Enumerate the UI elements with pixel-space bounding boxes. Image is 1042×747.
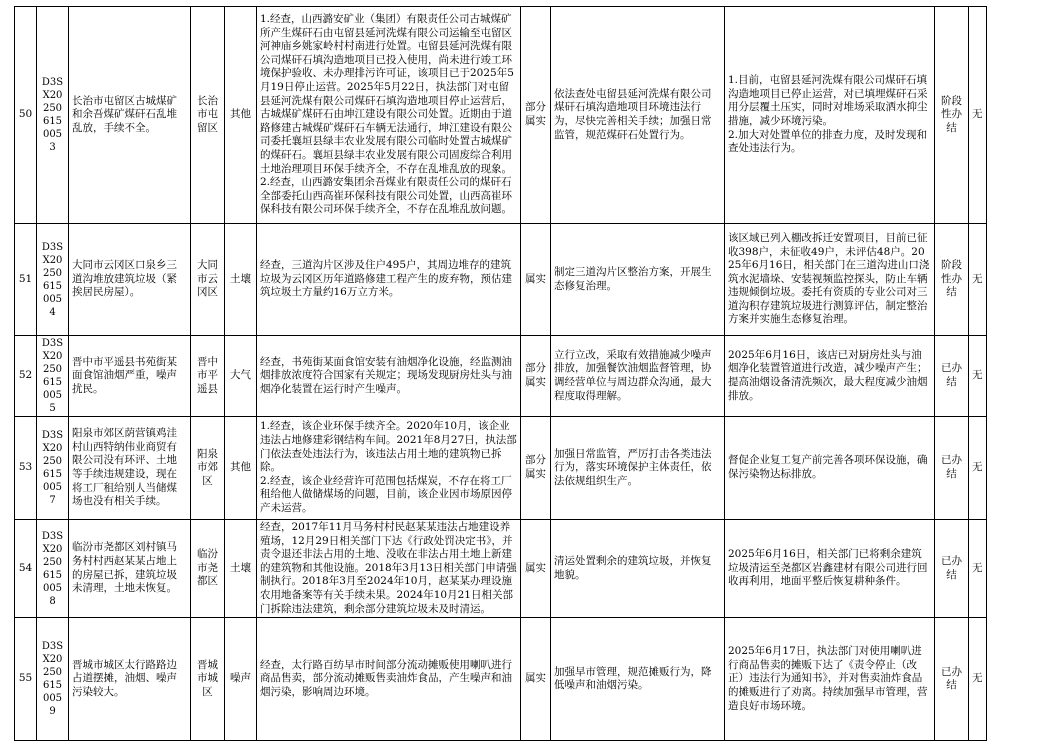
administrative-region-cell: 晋中市平遥县 [191, 336, 225, 417]
verification-result-cell: 部分属实 [521, 417, 551, 520]
rectification-measures-cell: 加强日常监管，严厉打击各类违法行为，落实环境保护主体责任，依法依规组织生产。 [551, 417, 725, 520]
rectification-progress-cell: 督促企业复工复产前完善各项环保设施，确保污染物达标排放。 [725, 417, 935, 520]
table-row [15, 417, 987, 520]
investigation-findings-cell: 1.经查，山西潞安矿业（集团）有限责任公司古城煤矿所产生煤矸石由屯留县延河洗煤有限公司运输至屯留区河神庙乡姚家岭村村南进行处置。屯留县延河洗煤有限公司煤矸石填沟造地项目已投入使用，尚未进行竣工环境保护验收、未办理排污许可证，该项目已于2025年5月19日停止运营。2025年5月22日，执法部门对屯留县延河洗煤有限公司煤矸石填沟造地项目停止运营后，古城煤矿煤矸石由坤江建设有限公司处置。近期由于道路修建古城煤矿煤矸石车辆无法通行，坤江建设有限公司委托襄垣县绿丰农业发展有限公司临时处置古城煤矿的煤矸石。襄垣县绿丰农业发展有限公司固废综合利用土地治理项目环保手续齐全，不存在乱堆乱放的现象。 2.经查，山西潞安集团余吾煤业有限责任公司的煤矸石全部委托山西高崔环保科技有限公司处置，山西高崔环保科技有限公司环保手续齐全，不存在乱堆乱放问题。 [257, 7, 521, 224]
complaint-content-cell: 晋城市城区太行路路边占道摆摊，油烟、噪声污染较大。 [69, 618, 191, 741]
pollution-type-cell: 大气 [225, 336, 257, 417]
investigation-findings-cell: 经查，太行路百纺早市时间部分流动摊贩使用喇叭进行商品售卖，部分流动摊贩售卖油炸食品，产生噪声和油烟污染，影响周边环境。 [257, 618, 521, 741]
complaint-code-cell: D3SX202506150057 [37, 417, 69, 520]
rectification-measures-cell: 依法查处屯留县延河洗煤有限公司煤矸石填沟造地项目环境违法行为，尽快完善相关手续；加强日常监管，规范煤矸石处置行为。 [551, 7, 725, 224]
verification-result-cell: 属实 [521, 520, 551, 618]
investigation-findings-cell: 经查，书苑街某面食馆安装有油烟净化设施，经监测油烟排放浓度符合国家有关规定；现场发现厨房灶头与油烟净化装置在运行时产生噪声。 [257, 336, 521, 417]
pollution-type-cell: 噪声 [225, 618, 257, 741]
accountability-cell: 无 [969, 7, 987, 224]
pollution-type-cell: 土壤 [225, 520, 257, 618]
rectification-measures-cell: 制定三道沟片区整治方案，开展生态修复治理。 [551, 224, 725, 336]
pollution-type-cell: 其他 [225, 417, 257, 520]
accountability-cell: 无 [969, 224, 987, 336]
completion-status-cell: 阶段性办结 [935, 224, 969, 336]
row-number-cell: 55 [15, 618, 37, 741]
accountability-cell: 无 [969, 417, 987, 520]
completion-status-cell: 阶段性办结 [935, 7, 969, 224]
accountability-cell: 无 [969, 336, 987, 417]
completion-status-cell: 已办结 [935, 417, 969, 520]
table-row [15, 224, 987, 336]
row-number-cell: 54 [15, 520, 37, 618]
verification-result-cell: 部分属实 [521, 336, 551, 417]
row-number-cell: 51 [15, 224, 37, 336]
row-number-cell: 53 [15, 417, 37, 520]
pollution-type-cell: 土壤 [225, 224, 257, 336]
completion-status-cell: 已办结 [935, 336, 969, 417]
administrative-region-cell: 长治市屯留区 [191, 7, 225, 224]
verification-result-cell: 属实 [521, 618, 551, 741]
table-row [15, 7, 987, 224]
complaint-code-cell: D3SX202506150055 [37, 336, 69, 417]
table-row [15, 618, 987, 741]
rectification-progress-cell: 2025年6月16日，相关部门已将剩余建筑垃圾清运至尧都区岩鑫建材有限公司进行回收再利用，地面平整后恢复耕种条件。 [725, 520, 935, 618]
rectification-progress-cell: 1.目前，屯留县延河洗煤有限公司煤矸石填沟造地项目已停止运营，对已填埋煤矸石采用分层覆土压实，同时对堆场采取洒水抑尘措施，减少环境污染。 2.加大对处置单位的排查力度，及时发现和查处违法行为。 [725, 7, 935, 224]
completion-status-cell: 已办结 [935, 520, 969, 618]
rectification-progress-cell: 该区域已列入棚改拆迁安置项目，目前已征收398户，未征收49户，未评估48户。2025年6月16日，相关部门在三道沟进山口浇筑水泥墙垛、安装视频监控探头，防止车辆违规倾倒垃圾。委托有资质的专业公司对三道沟积存建筑垃圾进行测算评估，制定整治方案并实施生态修复治理。 [725, 224, 935, 336]
verification-result-cell: 属实 [521, 224, 551, 336]
rectification-measures-cell: 清运处置剩余的建筑垃圾，并恢复地貌。 [551, 520, 725, 618]
complaint-content-cell: 晋中市平遥县书苑街某面食馆油烟严重，噪声扰民。 [69, 336, 191, 417]
row-number-cell: 50 [15, 7, 37, 224]
investigation-findings-cell: 经查，三道沟片区涉及住户495户，其周边堆存的建筑垃圾为云冈区历年道路修建工程产生的废弃物，预估建筑垃圾土方量约16万立方米。 [257, 224, 521, 336]
rectification-progress-cell: 2025年6月17日，执法部门对使用喇叭进行商品售卖的摊贩下达了《责令停止（改正）违法行为通知书》，并对售卖油炸食品的摊贩进行了劝离。持续加强早市管理，营造良好市场环境。 [725, 618, 935, 741]
verification-result-cell: 部分属实 [521, 7, 551, 224]
complaint-table [14, 6, 987, 741]
row-number-cell: 52 [15, 336, 37, 417]
rectification-measures-cell: 加强早市管理，规范摊贩行为，降低噪声和油烟污染。 [551, 618, 725, 741]
complaint-content-cell: 大同市云冈区口泉乡三道沟堆放建筑垃圾（紧挨居民房屋）。 [69, 224, 191, 336]
administrative-region-cell: 临汾市尧都区 [191, 520, 225, 618]
investigation-findings-cell: 1.经查，该企业环保手续齐全。2020年10月，该企业违法占地修建彩钢结构车间。2021年8月27日，执法部门依法查处违法行为，该违法占用土地的建筑物已拆除。 2.经查，该企业经营许可范围包括煤炭，不存在将工厂租给他人做储煤场的问题，目前，该企业因市场原因停产未运营。 [257, 417, 521, 520]
pollution-type-cell: 其他 [225, 7, 257, 224]
complaint-content-cell: 阳泉市郊区荫营镇鸡洼村山西特纳伟业商贸有限公司没有环评、土地等手续违规建设，现在将工厂租给别人当储煤场也没有相关手续。 [69, 417, 191, 520]
rectification-measures-cell: 立行立改，采取有效措施减少噪声排放，加强餐饮油烟监督管理，协调经营单位与周边群众沟通，最大程度取得理解。 [551, 336, 725, 417]
table-row [15, 520, 987, 618]
complaint-content-cell: 临汾市尧都区刘村镇马务村村西赵某某占地上的房屋已拆，建筑垃圾未清理，土地未恢复。 [69, 520, 191, 618]
administrative-region-cell: 晋城市城区 [191, 618, 225, 741]
accountability-cell: 无 [969, 618, 987, 741]
complaint-code-cell: D3SX202506150059 [37, 618, 69, 741]
investigation-findings-cell: 经查，2017年11月马务村村民赵某某违法占地建设养殖场，12月29日相关部门下达《行政处罚决定书》，并责令退还非法占用的土地、没收在非法占用土地上新建的建筑物和其他设施。2018年3月13日相关部门申请强制执行。2018年3月至2024年10月，赵某某办理设施农用地备案等有关手续未果。2024年10月21日相关部门拆除违法建筑，剩余部分建筑垃圾未及时清运。 [257, 520, 521, 618]
administrative-region-cell: 大同市云冈区 [191, 224, 225, 336]
complaint-content-cell: 长治市屯留区古城煤矿和余吾煤矿煤矸石乱堆乱放，手续不全。 [69, 7, 191, 224]
administrative-region-cell: 阳泉市郊区 [191, 417, 225, 520]
accountability-cell: 无 [969, 520, 987, 618]
table-row [15, 336, 987, 417]
rectification-progress-cell: 2025年6月16日，该店已对厨房灶头与油烟净化装置管道进行改造，减少噪声产生；提高油烟设备清洗频次，最大程度减少油烟排放。 [725, 336, 935, 417]
complaint-code-cell: D3SX202506150058 [37, 520, 69, 618]
complaint-code-cell: D3SX202506150053 [37, 7, 69, 224]
completion-status-cell: 已办结 [935, 618, 969, 741]
complaint-code-cell: D3SX202506150054 [37, 224, 69, 336]
